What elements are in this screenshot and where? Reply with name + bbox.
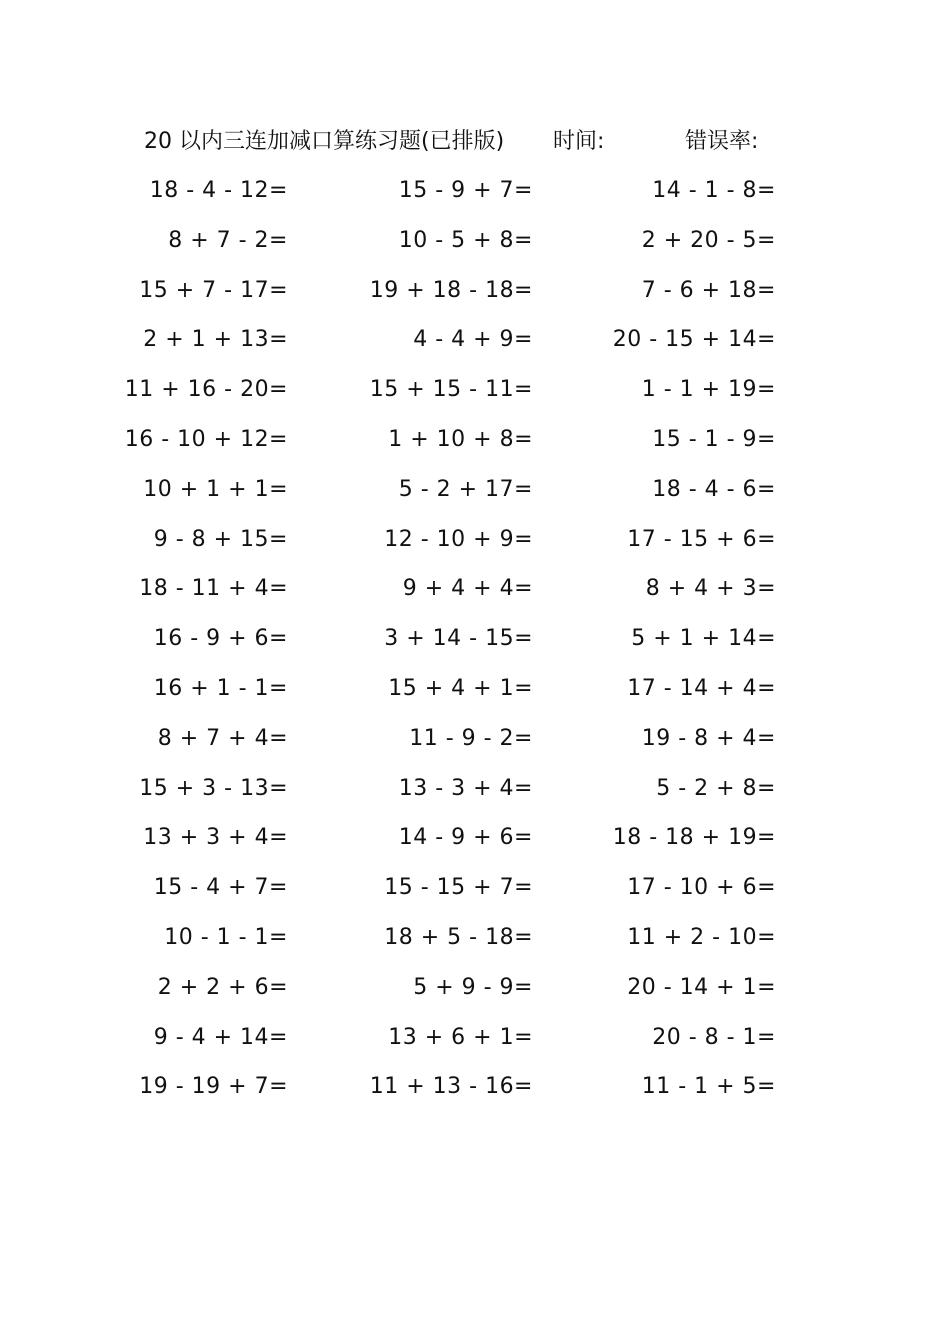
problem-row: [139, 1068, 824, 1118]
problem-cell: 10 - 5 + 8=: [398, 227, 533, 253]
problem-cell: 20 - 14 + 1=: [627, 974, 776, 1000]
problem-cell: 2 + 20 - 5=: [641, 227, 776, 253]
problem-row: [144, 521, 824, 571]
problem-cell: 4 - 4 + 9=: [413, 327, 533, 353]
problem-cell: 13 - 3 + 4=: [398, 775, 533, 801]
problem-cell: 10 + 1 + 1=: [143, 476, 288, 502]
problem-cell: 18 - 4 - 6=: [652, 476, 776, 502]
problem-cell: 8 + 7 + 4=: [157, 725, 288, 751]
problem-cell: 19 - 8 + 4=: [641, 725, 776, 751]
problem-cell: 5 - 2 + 17=: [398, 476, 533, 502]
problem-cell: 17 - 14 + 4=: [627, 675, 776, 701]
problem-row: [144, 172, 824, 222]
problem-row: [139, 272, 824, 322]
problem-row: [144, 919, 824, 969]
problem-cell: 11 - 9 - 2=: [409, 725, 533, 751]
problem-cell: 19 + 18 - 18=: [369, 277, 533, 303]
problem-cell: 14 - 1 - 8=: [652, 178, 776, 203]
problem-row: [144, 321, 824, 371]
problem-row: [144, 720, 824, 770]
problem-cell: 15 - 4 + 7=: [153, 875, 288, 901]
problem-cell: 8 + 7 - 2=: [168, 227, 288, 253]
problem-cell: 15 - 1 - 9=: [652, 426, 776, 452]
problem-row: [139, 770, 824, 820]
problem-cell: 9 + 4 + 4=: [402, 576, 533, 602]
problem-cell: 18 - 18 + 19=: [612, 825, 776, 851]
problem-cell: 17 - 15 + 6=: [627, 526, 776, 552]
worksheet-title: 20 以内三连加减口算练习题(已排版): [144, 129, 505, 154]
problem-row: [144, 471, 824, 521]
problem-cell: 15 + 3 - 13=: [139, 775, 288, 801]
problem-cell: 13 + 3 + 4=: [143, 825, 288, 851]
problem-cell: 15 - 9 + 7=: [398, 178, 533, 203]
problem-cell: 18 - 4 - 12=: [149, 178, 288, 203]
problem-cell: 1 + 10 + 8=: [388, 426, 533, 452]
problem-cell: 16 - 10 + 12=: [124, 426, 288, 452]
problem-cell: 11 + 16 - 20=: [124, 377, 288, 403]
problem-cell: 5 + 9 - 9=: [413, 974, 533, 1000]
problem-row: [144, 869, 824, 919]
problem-cell: 16 + 1 - 1=: [153, 675, 288, 701]
problem-row: [144, 620, 824, 670]
problem-cell: 20 - 15 + 14=: [612, 327, 776, 353]
problem-cell: 3 + 14 - 15=: [384, 626, 533, 652]
problem-cell: 8 + 4 + 3=: [645, 576, 776, 602]
problem-row: [139, 570, 824, 620]
problem-cell: 18 - 11 + 4=: [139, 576, 288, 602]
problem-cell: 15 + 7 - 17=: [139, 277, 288, 303]
problem-cell: 16 - 9 + 6=: [153, 626, 288, 652]
problem-row: [144, 1019, 824, 1069]
error-rate-label: 错误率:: [685, 129, 759, 154]
problem-cell: 11 + 2 - 10=: [627, 924, 776, 950]
problem-cell: 12 - 10 + 9=: [384, 526, 533, 552]
problem-cell: 14 - 9 + 6=: [398, 825, 533, 851]
problem-row: [144, 819, 824, 869]
problem-cell: 2 + 1 + 13=: [143, 327, 288, 353]
problem-cell: 11 + 13 - 16=: [369, 1074, 533, 1100]
problem-cell: 18 + 5 - 18=: [384, 924, 533, 950]
problem-row: [124, 421, 824, 471]
problem-grid: [124, 172, 824, 1118]
time-label: 时间:: [553, 129, 605, 154]
problem-row: [144, 670, 824, 720]
problem-cell: 7 - 6 + 18=: [641, 277, 776, 303]
problem-row: [124, 371, 824, 421]
problem-row: [144, 222, 824, 272]
problem-cell: 11 - 1 + 5=: [641, 1074, 776, 1100]
problem-row: [144, 969, 824, 1019]
problem-cell: 2 + 2 + 6=: [157, 974, 288, 1000]
problem-cell: 17 - 10 + 6=: [627, 875, 776, 901]
problem-cell: 19 - 19 + 7=: [139, 1074, 288, 1100]
problem-cell: 13 + 6 + 1=: [388, 1024, 533, 1050]
worksheet-header: [144, 124, 824, 160]
problem-cell: 5 + 1 + 14=: [631, 626, 776, 652]
problem-cell: 5 - 2 + 8=: [656, 775, 776, 801]
problem-cell: 9 - 4 + 14=: [153, 1024, 288, 1050]
problem-cell: 15 + 15 - 11=: [369, 377, 533, 403]
problem-cell: 20 - 8 - 1=: [652, 1024, 776, 1050]
problem-cell: 15 + 4 + 1=: [388, 675, 533, 701]
problem-cell: 1 - 1 + 19=: [641, 377, 776, 403]
problem-cell: 10 - 1 - 1=: [164, 924, 288, 950]
problem-cell: 15 - 15 + 7=: [384, 875, 533, 901]
problem-cell: 9 - 8 + 15=: [153, 526, 288, 552]
